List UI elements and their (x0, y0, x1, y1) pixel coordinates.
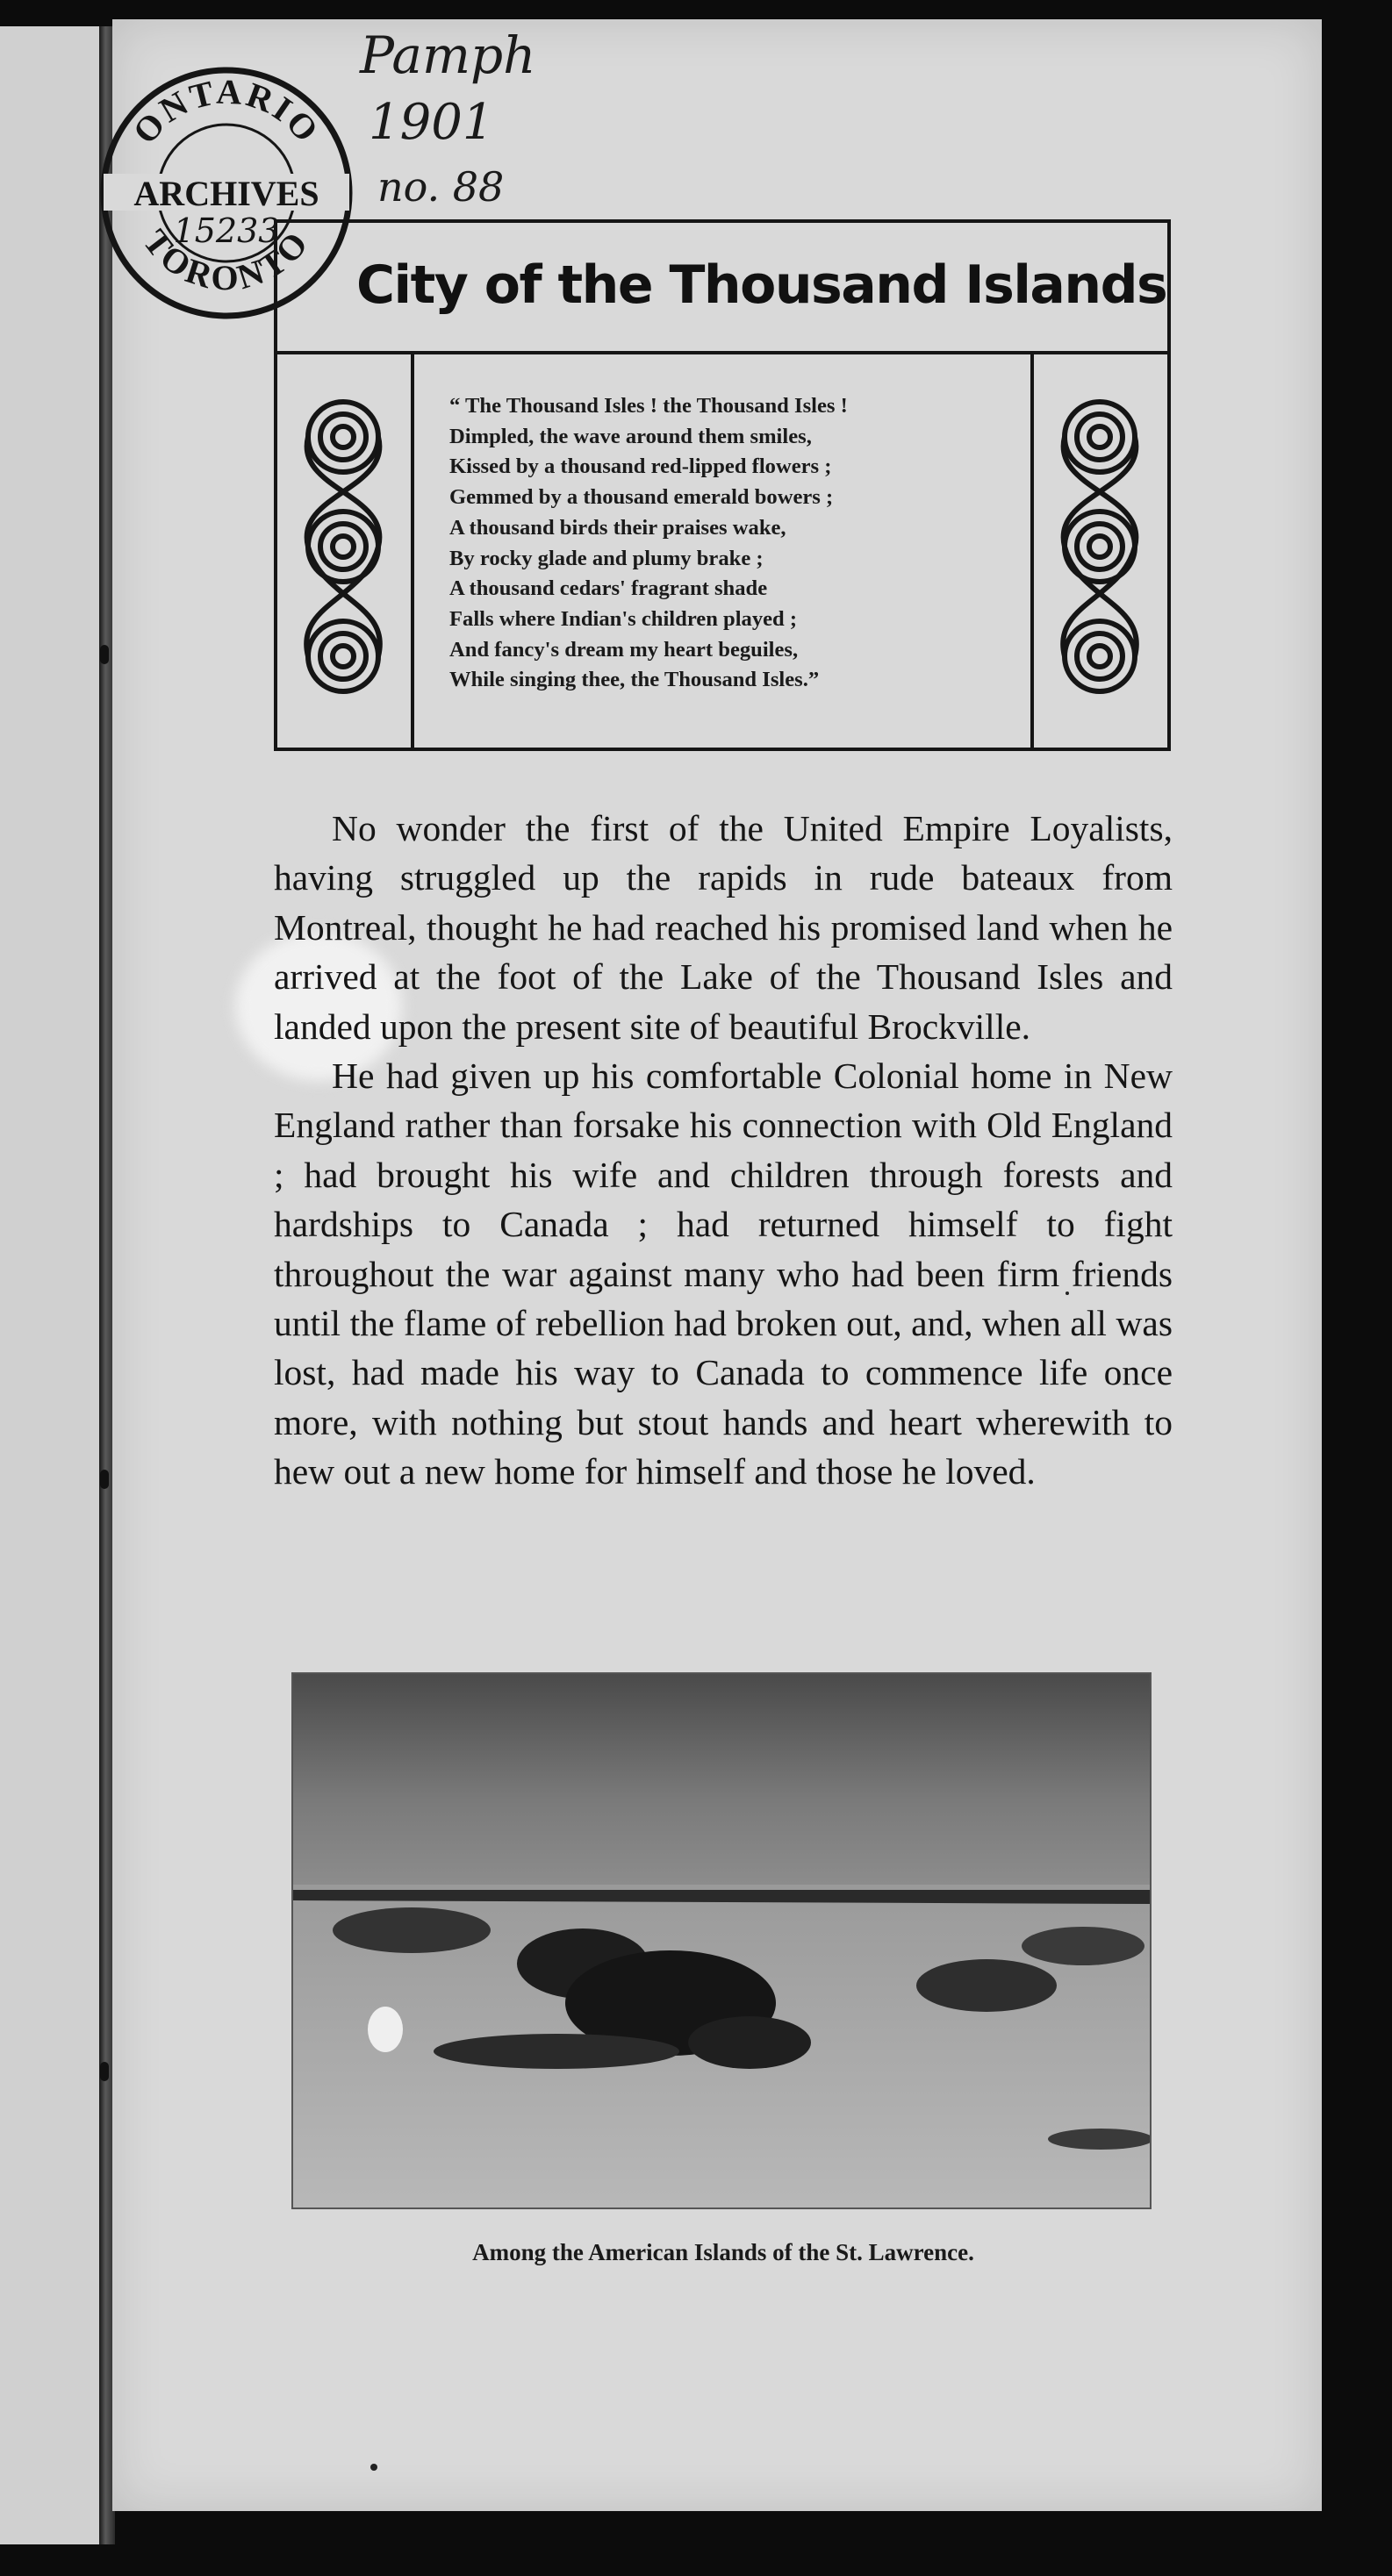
handwritten-year-note: 1901 (369, 94, 494, 151)
poem-line: Dimpled, the wave around them smiles, (449, 424, 812, 448)
binding-hole (100, 1470, 109, 1489)
binding-hole (100, 645, 109, 664)
svg-text:ONTARIO: ONTARIO (125, 71, 328, 152)
poem-block (449, 391, 1011, 696)
handwritten-number-note: no. 88 (377, 163, 505, 211)
poem-line: A thousand cedars' fragrant shade (449, 576, 768, 601)
poem-line: “ The Thousand Isles ! the Thousand Isles ! (449, 394, 848, 418)
poem-line: Gemmed by a thousand emerald bowers ; (449, 485, 834, 510)
svg-text:ARCHIVES: ARCHIVES (133, 174, 319, 213)
body-text (274, 804, 1173, 1497)
right-ornament-panel (1030, 351, 1167, 748)
poem-line: Kissed by a thousand red-lipped flowers ; (449, 454, 832, 479)
poem-line: Falls where Indian's children played ; (449, 606, 798, 631)
ink-speck (370, 2464, 377, 2471)
page-title: City of the Thousand Islands (356, 254, 1167, 316)
poem-line: While singing thee, the Thousand Isles.” (449, 668, 820, 692)
poem-line: By rocky glade and plumy brake ; (449, 546, 764, 570)
body-paragraph: No wonder the first of the United Empire Loyalists, having struggled up the rapids in rude bateaux from Montreal, thought he had reached his promised land when he arrived at the foot of the Lake of the Thousand Isles and landed upon the present site of beautiful Brockville. (274, 808, 1173, 1047)
svg-text:15233: 15233 (173, 211, 280, 250)
river-islands-image (293, 1674, 1150, 2207)
title-row (277, 223, 1167, 354)
handwritten-pamph-note: Pamph (360, 25, 536, 85)
celtic-knot-ornament-left (286, 384, 400, 709)
body-paragraph: He had given up his comfortable Colonial home in New England rather than forsake his connection with Old England ; had brought his wife and children through forests and hardships to Canada ; had returned himself to fight throughout the war against many who had been firm friends until the flame of rebellion had broken out, and, when all was lost, had made his way to Canada to commence life once more, with nothing but stout hands and heart wherewith to hew out a new home for himself and those he loved. (274, 1055, 1173, 1492)
islands-photograph (291, 1672, 1152, 2209)
celtic-knot-ornament-right (1043, 384, 1157, 709)
binding-hole (100, 2062, 109, 2081)
poem-line: And fancy's dream my heart beguiles, (449, 637, 799, 662)
previous-page-edge (0, 26, 104, 2544)
poem-line: A thousand birds their praises wake, (449, 515, 786, 540)
title-frame (274, 219, 1171, 751)
svg-text:TORONTO: TORONTO (135, 221, 318, 297)
photo-caption: Among the American Islands of the St. Lawrence. (472, 2239, 974, 2265)
left-ornament-panel (277, 351, 414, 748)
